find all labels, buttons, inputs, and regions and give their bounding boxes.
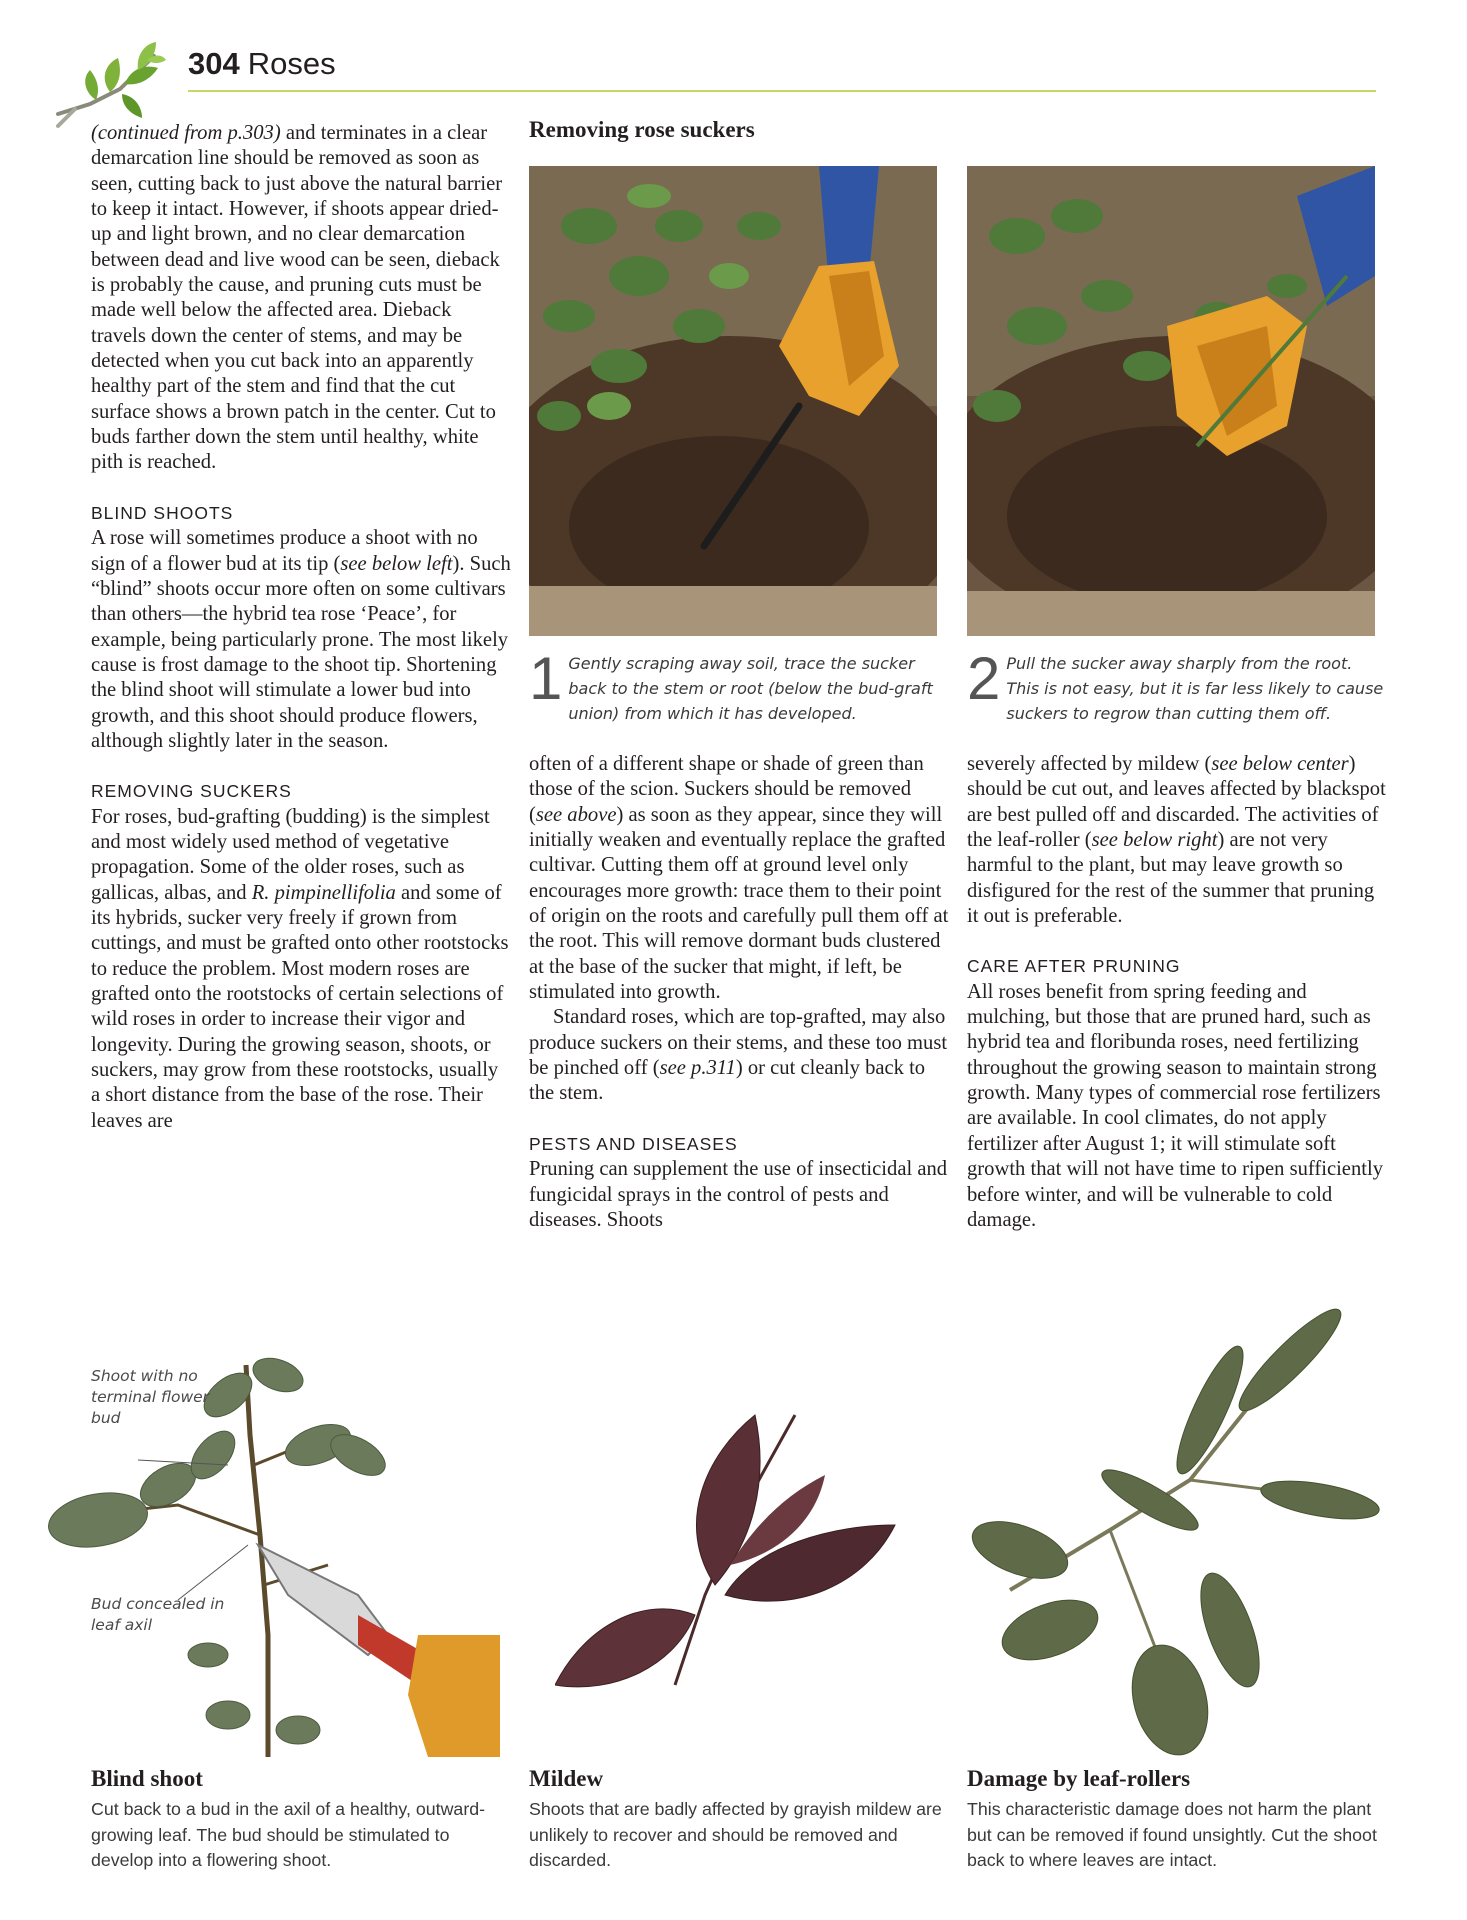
paragraph-blind-shoots	[91, 526, 511, 754]
paragraph-mildew-blackspot	[967, 752, 1387, 929]
step-1-text: Gently scraping away soil, trace the sucker back to the stem or root (below the bud-graft union) from which it has developed.	[568, 654, 933, 723]
species-name: R. pimpinellifolia	[251, 881, 396, 904]
paragraph-text: and terminates in a clear demarcation line should be removed as soon as seen, cutting back to just above the natural barrier to keep it intact. However, if shoots appear dried-up and light brown, and no clear demarcation between dead and live wood can be seen, dieback is probably the cause, and pruning cuts must be made well below the affected area. Dieback travels down the center of stems, and may be detected when you cut back into an apparently healthy part of the stem and find that the cut surface shows a brown patch in the center. Cut to buds farther down the stem until healthy, white pith is reached.	[91, 122, 503, 474]
section-heading-care-after-pruning: CARE AFTER PRUNING	[967, 956, 1181, 977]
step-1-caption	[529, 645, 949, 726]
header-rule	[188, 90, 1376, 92]
paragraph-dieback	[91, 121, 511, 476]
text-column-3	[967, 752, 1387, 1233]
section-heading-removing-suckers: REMOVING SUCKERS	[91, 781, 292, 802]
callout-concealed-bud: Bud concealed in leaf axil	[91, 1595, 225, 1634]
paragraph-text: A rose will sometimes produce a shoot with no sign of a flower bud at its tip (	[91, 527, 478, 575]
text-column-1	[91, 121, 511, 1134]
paragraph-text: ). Such “blind” shoots occur more often on some cultivars than others—the hybrid tea rose ‘Peace’, for example, being particularly prone. The most likely cause is frost damage to the shoot tip. Shortening the blind shoot will stimulate a lower bud into growth, and this shoot should produce flowers, although slightly later in the season.	[91, 552, 511, 752]
paragraph-text: ) should be cut out, and leaves affected by blackspot are best pulled off and discarded. The activities of the leaf-roller (	[967, 753, 1386, 852]
paragraph-removing-suckers	[91, 805, 511, 1134]
blind-shoot-caption: Cut back to a bud in the axil of a healthy, outward-growing leaf. The bud should be stimulated to develop into a flowering shoot.	[91, 1799, 486, 1870]
photo-1-image	[529, 166, 937, 636]
photo-pulling-sucker	[967, 166, 1375, 636]
paragraph-text: For roses, bud-grafting (budding) is the simplest and most widely used method of vegetative propagation. Some of the older roses, such as gallicas, albas, and	[91, 805, 490, 904]
mildew-illustration	[555, 1395, 905, 1695]
cross-reference: see below right	[1091, 829, 1218, 852]
cross-reference: see above	[535, 803, 617, 826]
cross-reference: see below left	[340, 552, 453, 575]
paragraph-text: ) or cut cleanly back to the stem.	[529, 1057, 926, 1105]
paragraph-pests: Pruning can supplement the use of insecticidal and fungicidal sprays in the control of pests and diseases. Shoots	[529, 1158, 948, 1231]
photo-scraping-soil	[529, 166, 937, 636]
paragraph-text: and some of its hybrids, sucker very freely if grown from cuttings, and must be grafted onto other rootstocks to reduce the problem. Most modern roses are grafted onto the rootstocks of certain selections of wild roses in order to increase their vigor and longevity. During the growing season, shoots, or suckers, may grow from these rootstocks, usually a short distance from the base of the rose. Their leaves are	[91, 881, 509, 1132]
paragraph-text: severely affected by mildew (	[967, 753, 1212, 775]
mildew-caption: Shoots that are badly affected by grayish mildew are unlikely to recover and should be removed and discarded.	[529, 1799, 942, 1870]
chapter-title: Roses	[247, 46, 336, 81]
sucker-section-heading: Removing rose suckers	[529, 117, 755, 142]
callout-no-terminal-bud: Shoot with no terminal flower bud	[91, 1367, 210, 1427]
rose-sprig-icon	[50, 34, 168, 134]
paragraph-text: Standard roses, which are top-grafted, may also produce suckers on their stems, and these too must be pinched off (	[529, 1006, 948, 1080]
leaf-roller-title: Damage by leaf-rollers	[967, 1766, 1191, 1791]
section-heading-blind-shoots: BLIND SHOOTS	[91, 502, 234, 523]
section-heading-pests-diseases: PESTS AND DISEASES	[529, 1133, 738, 1154]
mildew-title: Mildew	[529, 1766, 604, 1791]
paragraph-text: ) are not very harmful to the plant, but may leave growth so disfigured for the rest of the summer that pruning it out is preferable.	[967, 829, 1375, 928]
cross-reference: see below center	[1211, 753, 1349, 775]
paragraph-text: ) as soon as they appear, since they will initially weaken and eventually replace the grafted cultivar. Cutting them off at ground level only encourages more growth: trace them to their point of origin on the roots and carefully pull them off at the root. This will remove dormant buds clustered at the base of the sucker that might, if left, be stimulated into growth.	[529, 803, 949, 1004]
step-2-text: Pull the sucker away sharply from the root. This is not easy, but it is far less likely to cause suckers to regrow than cutting them off.	[1006, 654, 1384, 723]
leaf-roller-caption: This characteristic damage does not harm the plant but can be removed if found unsightly. Cut the shoot back to where leaves are intact.	[967, 1799, 1377, 1870]
continued-note: (continued from p.303)	[91, 122, 281, 144]
step-1-number: 1	[529, 645, 563, 712]
leaf-roller-illustration	[960, 1300, 1390, 1760]
cross-reference: see p.311	[659, 1057, 736, 1080]
paragraph-standard-roses	[529, 1005, 949, 1106]
page-number: 304	[188, 46, 240, 81]
blind-shoot-title: Blind shoot	[91, 1766, 203, 1791]
paragraph-suckers-continued	[529, 752, 949, 1005]
photo-2-image	[967, 166, 1375, 636]
step-2-caption	[967, 645, 1387, 726]
paragraph-care: All roses benefit from spring feeding and mulching, but those that are pruned hard, such as hybrid tea and floribunda roses, need fertilizing throughout the growing season to maintain strong growth. Many types of commercial rose fertilizers are available. In cool climates, do not apply fertilizer after August 1; it will stimulate soft growth that will not have time to ripen sufficiently before winter, and will be vulnerable to cold damage.	[967, 980, 1383, 1231]
step-2-number: 2	[967, 645, 1001, 712]
text-column-2	[529, 752, 949, 1233]
page-header	[188, 46, 336, 82]
paragraph-text: often of a different shape or shade of green than those of the scion. Suckers should be removed (	[529, 753, 924, 826]
